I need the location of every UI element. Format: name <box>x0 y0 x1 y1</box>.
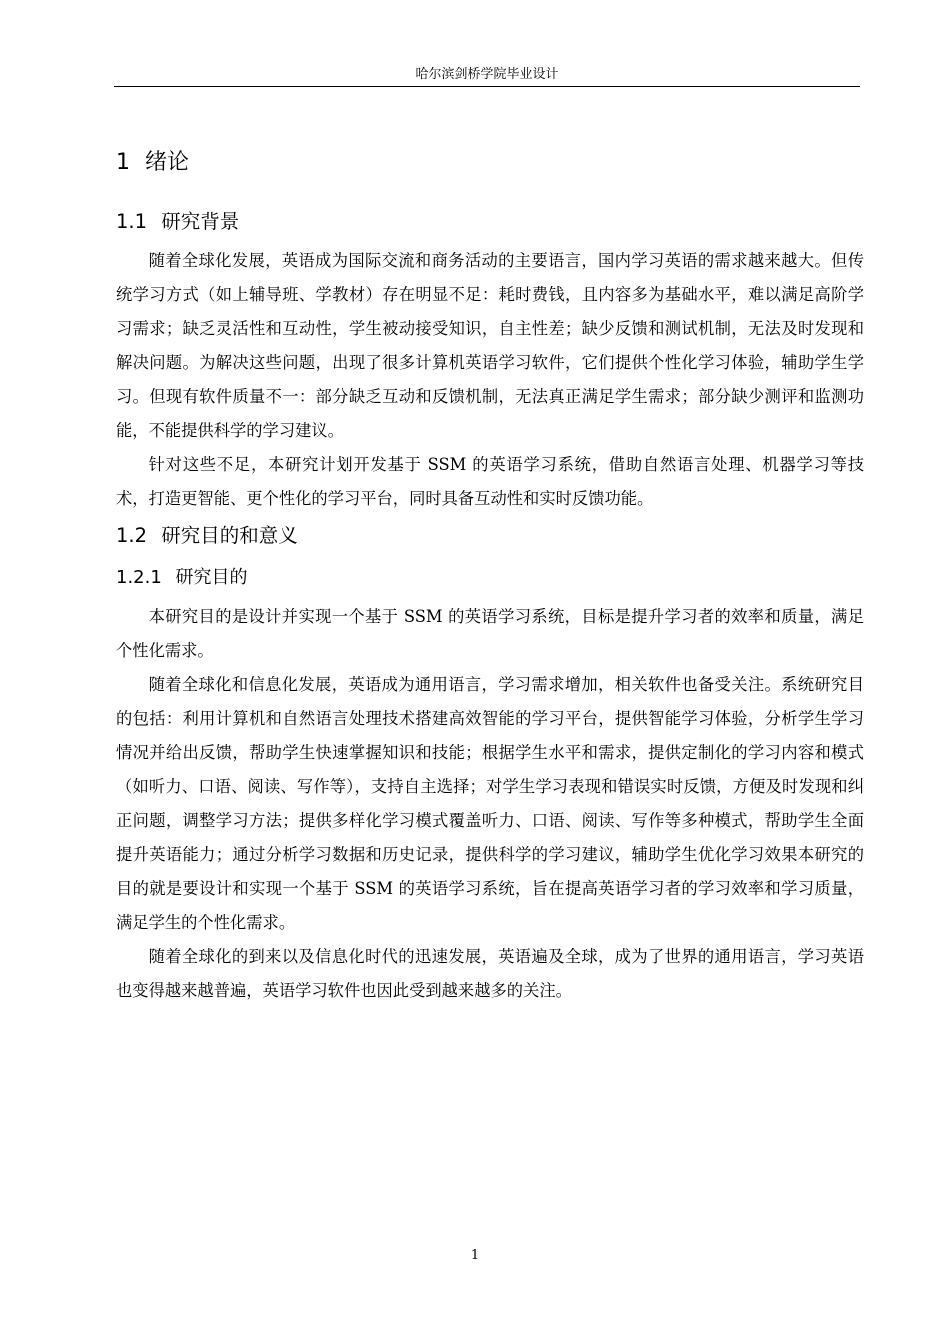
chapter-number: 1 <box>116 150 130 175</box>
header-title: 哈尔滨剑桥学院毕业设计 <box>415 67 559 82</box>
paragraph: 本研究目的是设计并实现一个基于 SSM 的英语学习系统，目标是提升学习者的效率和质量，满足个性化需求。 <box>116 607 864 660</box>
section-number: 1.1 <box>116 210 148 233</box>
section-title: 研究背景 <box>161 210 240 233</box>
document-body <box>116 140 864 1008</box>
page-header <box>114 64 860 87</box>
chapter-title: 绪论 <box>145 150 190 175</box>
paragraph: 针对这些不足，本研究计划开发基于 SSM 的英语学习系统，借助自然语言处理、机器学习等技术，打造更智能、更个性化的学习平台，同时具备互动性和实时反馈功能。 <box>116 455 864 508</box>
subsection-heading <box>116 558 864 598</box>
paragraph: 随着全球化和信息化发展，英语成为通用语言，学习需求增加，相关软件也备受关注。系统研究目的包括：利用计算机和自然语言处理技术搭建高效智能的学习平台，提供智能学习体验，分析学生学习情况并给出反馈，帮助学生快速掌握知识和技能；根据学生水平和需求，提供定制化的学习内容和模式（如听力、口语、阅读、写作等），支持自主选择；对学生学习表现和错误实时反馈，方便及时发现和纠正问题，调整学习方法；提供多样化学习模式覆盖听力、口语、阅读、写作等多种模式，帮助学生全面提升英语能力；通过分析学习数据和历史记录，提供科学的学习建议，辅助学生优化学习效果本研究的目的就是要设计和实现一个基于 SSM 的英语学习系统，旨在提高英语学习者的学习效率和学习质量，满足学生的个性化需求。 <box>116 675 864 932</box>
section-heading <box>116 516 864 556</box>
page-number: 1 <box>470 1248 480 1263</box>
paragraph: 随着全球化的到来以及信息化时代的迅速发展，英语遍及全球，成为了世界的通用语言，学习英语也变得越来越普遍，英语学习软件也因此受到越来越多的关注。 <box>116 947 864 1000</box>
subsection-number: 1.2.1 <box>116 567 162 588</box>
section-title: 研究目的和意义 <box>161 524 298 547</box>
chapter-heading <box>116 140 864 186</box>
subsection-title: 研究目的 <box>175 567 248 588</box>
section-number: 1.2 <box>116 524 148 547</box>
section-heading <box>116 202 864 242</box>
paragraph: 随着全球化发展，英语成为国际交流和商务活动的主要语言，国内学习英语的需求越来越大。但传统学习方式（如上辅导班、学教材）存在明显不足：耗时费钱，且内容多为基础水平，难以满足高阶学习需求；缺乏灵活性和互动性，学生被动接受知识，自主性差；缺少反馈和测试机制，无法及时发现和解决问题。为解决这些问题，出现了很多计算机英语学习软件，它们提供个性化学习体验，辅助学生学习。但现有软件质量不一：部分缺乏互动和反馈机制，无法真正满足学生需求；部分缺少测评和监测功能，不能提供科学的学习建议。 <box>116 251 864 440</box>
